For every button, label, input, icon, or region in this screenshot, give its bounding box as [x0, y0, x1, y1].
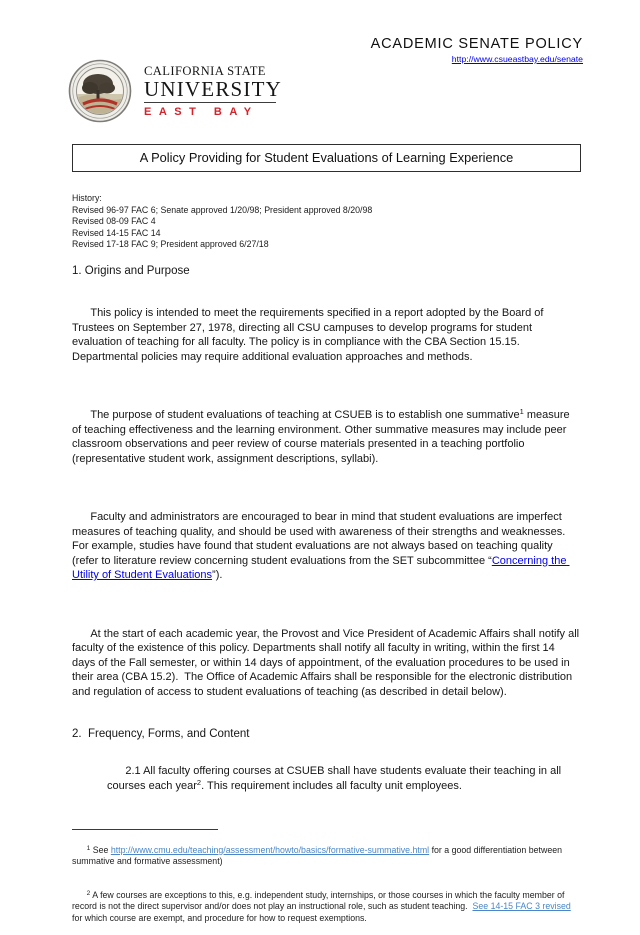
- footnote-separator: [72, 829, 218, 830]
- wordmark-divider: [144, 102, 276, 103]
- footnote-2-marker: 2: [86, 889, 91, 897]
- footnote-ref-2: 2: [196, 777, 202, 787]
- paragraph-text: This policy is intended to meet the requirements specified in a report adopted by the Board of Trustees on September 27, 1978, directing all CSU campuses to develop programs for student evaluation of teaching for all faculty. The policy is in compliance with the CBA Section 15.15. Departmental policies may require additional evaluation approaches and methods.: [72, 307, 547, 363]
- university-logo: [68, 58, 282, 124]
- paragraph-text: The purpose of student evaluations of teaching at CSUEB is to establish one summative: [90, 409, 520, 421]
- footnote-ref-1: 1: [519, 407, 524, 416]
- section-2-heading: 2. Frequency, Forms, and Content: [72, 727, 250, 740]
- utility-of-student-evaluations-link[interactable]: Concerning the Utility of Student Evaluations: [72, 554, 570, 581]
- paragraph-text: At the start of each academic year, the Provost and Vice President of Academic Affairs shall notify all faculty of the existence of this policy. Departments shall notify all faculty in writing, within the first 14 days of the Fall semester, or within 14 days of appointment, of the evaluation procedures to be used in their area (CBA 15.2). The Office of Academic Affairs shall be responsible for the electronic distribution and regulation of access to student evaluations of teaching (as described in detail below).: [72, 627, 583, 698]
- document-body: [72, 144, 581, 935]
- paragraph-text: Faculty and administrators are encouraged to bear in mind that student evaluations are imperfect measures of teaching quality, and should be used with awareness of their strengths and weaknesses. For example, studies have found that student evaluations are not always based on teaching quality (refer to literature review concerning student evaluations from the SET subcommittee “: [72, 511, 569, 567]
- paragraph-origins-4: [72, 612, 581, 714]
- senate-url-link[interactable]: http://www.csueastbay.edu/senate: [451, 54, 583, 64]
- history-line: Revised 17-18 FAC 9; President approved 6/27/18: [72, 239, 269, 249]
- history-label: History:: [72, 193, 102, 203]
- footnote-text: See: [90, 844, 111, 855]
- wordmark-university: UNIVERSITY: [144, 77, 282, 101]
- footnote-text: for a good differentiation between summative and formative assessment): [72, 844, 565, 867]
- clause-text: 2.1 All faculty offering courses at CSUEB shall have students evaluate their teaching in all courses each year: [107, 765, 565, 792]
- paragraph-text: ”).: [212, 569, 223, 581]
- footnote-1-marker: 1: [86, 844, 91, 852]
- paragraph-origins-1: [72, 292, 581, 379]
- wordmark-east-bay: EAST BAY: [144, 106, 259, 118]
- paragraph-origins-2: [72, 394, 581, 481]
- policy-title: A Policy Providing for Student Evaluations of Learning Experience: [72, 144, 581, 172]
- history-line: Revised 14-15 FAC 14: [72, 227, 161, 238]
- footnote-2: [72, 879, 581, 935]
- footnote-1: [72, 834, 581, 879]
- document-header: [0, 0, 640, 144]
- masthead-title: ACADEMIC SENATE POLICY: [370, 36, 583, 52]
- paragraph-text: measure of teaching effectiveness and the learning environment. Other summative measures may include peer classroom observations and peer review of course materials presented in a teaching portfolio (representative student work, assignment descriptions, syllabi).: [72, 409, 573, 465]
- history-line: Revised 08-09 FAC 4: [72, 216, 156, 226]
- history-block: [72, 193, 581, 251]
- history-line: Revised 96-97 FAC 6; Senate approved 1/20/98; President approved 8/20/98: [72, 204, 373, 215]
- section-1-heading: 1. Origins and Purpose: [72, 264, 190, 277]
- university-wordmark: [144, 64, 282, 118]
- clause-text: . This requirement includes all faculty unit employees.: [201, 779, 462, 792]
- paragraph-origins-3: [72, 496, 581, 598]
- footnote-text: A few courses are exceptions to this, e.g. independent study, internships, or those courses in which the faculty member of record is not the direct supervisor and/or does not play an instructional role, such as student teaching.: [72, 889, 567, 912]
- wordmark-california-state: CALIFORNIA STATE: [144, 64, 266, 78]
- clause-2-1: [90, 750, 581, 808]
- footnote-text: for which course are exempt, and procedure for how to request exemptions.: [72, 901, 574, 923]
- masthead: [371, 36, 583, 64]
- fac-3-revised-link[interactable]: See 14-15 FAC 3 revised: [472, 901, 571, 912]
- university-seal-icon: [68, 58, 132, 124]
- cmu-formative-summative-link[interactable]: http://www.cmu.edu/teaching/assessment/howto/basics/formative-summative.html: [110, 844, 430, 855]
